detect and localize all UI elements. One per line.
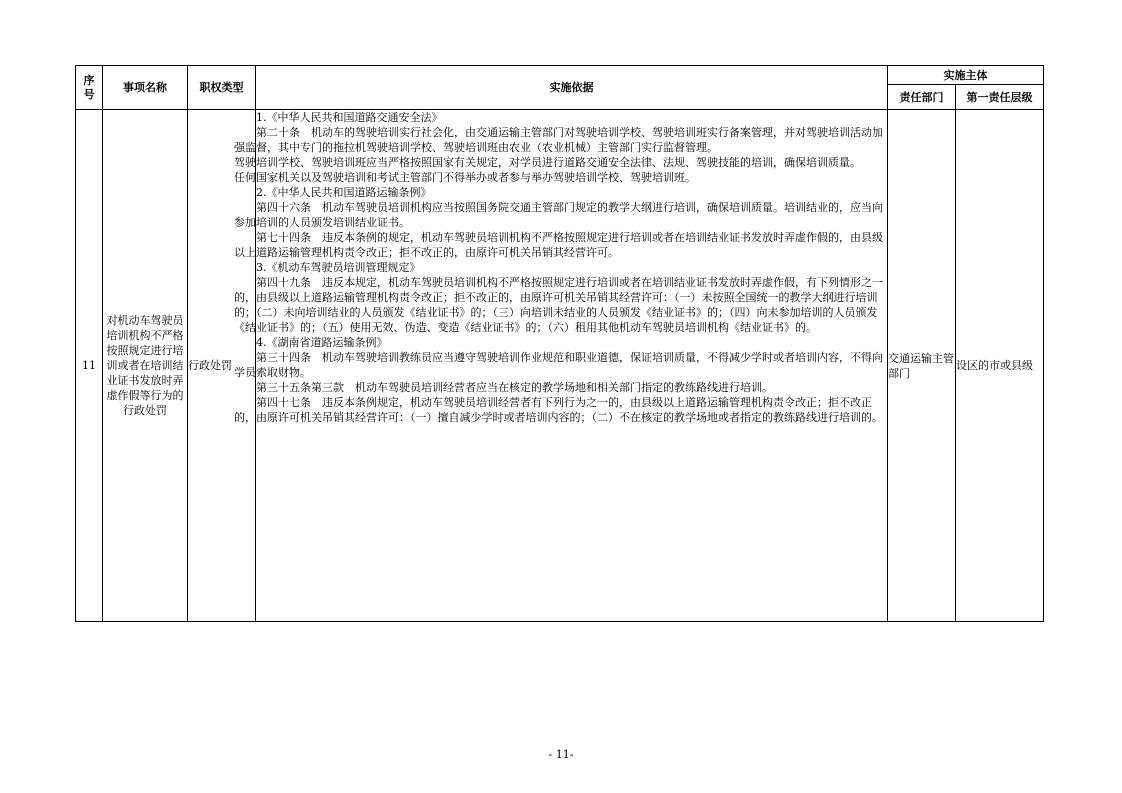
row-responsible-dept: 交通运输主管部门 xyxy=(888,110,956,622)
row-responsibility-level: 设区的市或县级 xyxy=(956,110,1044,622)
basis-line: 2.《中华人民共和国道路运输条例》 xyxy=(234,186,432,199)
basis-line: 第四十六条 机动车驾驶员培训机构应当按照国务院交通主管部门规定的教学大纲进行培训，确保培训质量。培训结业的，应当向参加培训的人员颁发培训结业证书。 xyxy=(234,201,883,229)
basis-line: 第七十四条 违反本条例的规定，机动车驾驶员培训机构不严格按照规定进行培训或者在培训结业证书发放时弄虚作假的，由县级以上道路运输管理机构责令改正；拒不改正的，由原许可机关吊销其经营许可。 xyxy=(234,231,883,259)
header-name: 事项名称 xyxy=(103,66,188,110)
header-seq xyxy=(76,66,103,110)
header-seq-text: 序号 xyxy=(83,73,95,101)
basis-line: 第三十五条第三款 机动车驾驶员培训经营者应当在核定的教学场地和相关部门指定的教练路线进行培训。 xyxy=(234,381,773,394)
authority-table xyxy=(75,65,1044,622)
row-basis xyxy=(234,110,888,622)
page-number: - 11- xyxy=(548,748,574,761)
header-type: 职权类型 xyxy=(188,66,256,110)
row-authority-type: 行政处罚 xyxy=(188,110,256,622)
basis-line: 第四十九条 违反本规定，机动车驾驶员培训机构不严格按照规定进行培训或者在培训结业证书发放时弄虚作假，有下列情形之一的，由县级以上道路运输管理机构责令改正；拒不改正的，由原许可机关吊销其经营许可：（一）未按照全国统一的教学大纲进行培训的；（二）未向培训结业的人员颁发《结业证书》的；（三）向培训未结业的人员颁发《结业证书》的；（四）向未参加培训的人员颁发《结业证书》的；（五）使用无效、伪造、变造《结业证书》的；（六）租用其他机动车驾驶员培训机构《结业证书》的。 xyxy=(234,276,883,334)
row-seq: 11 xyxy=(76,110,103,622)
basis-line: 第三十四条 机动车驾驶培训教练员应当遵守驾驶培训作业规范和职业道德，保证培训质量，不得减少学时或者培训内容，不得向学员索取财物。 xyxy=(234,351,883,379)
basis-line: 第二十条 机动车的驾驶培训实行社会化，由交通运输主管部门对驾驶培训学校、驾驶培训班实行备案管理，并对驾驶培训活动加强监督，其中专门的拖拉机驾驶培训学校、驾驶培训班由农业（农业机械）主管部门实行监督管理。 xyxy=(234,126,883,154)
header-subject: 实施主体 xyxy=(888,66,1044,85)
basis-line: 第四十七条 违反本条例规定，机动车驾驶员培训经营者有下列行为之一的，由县级以上道路运输管理机构责令改正；拒不改正的，由原许可机关吊销其经营许可：（一）擅自减少学时或者培训内容的；（二）不在核定的教学场地或者指定的教练路线进行培训的。 xyxy=(234,396,883,424)
header-dept: 责任部门 xyxy=(888,85,956,110)
basis-line: 3.《机动车驾驶员培训管理规定》 xyxy=(234,261,421,274)
basis-line: 4.《湖南省道路运输条例》 xyxy=(234,336,388,349)
header-level: 第一责任层级 xyxy=(956,85,1044,110)
basis-line: 1.《中华人民共和国道路交通安全法》 xyxy=(256,111,443,124)
header-basis: 实施依据 xyxy=(256,66,888,110)
row-item-name: 对机动车驾驶员培训机构不严格按照规定进行培训或者在培训结业证书发放时弄虚作假等行为的行政处罚 xyxy=(103,110,188,622)
basis-line: 驾驶培训学校、驾驶培训班应当严格按照国家有关规定，对学员进行道路交通安全法律、法规、驾驶技能的培训，确保培训质量。 xyxy=(234,156,861,169)
basis-line: 任何国家机关以及驾驶培训和考试主管部门不得举办或者参与举办驾驶培训学校、驾驶培训班。 xyxy=(234,171,696,184)
table-row xyxy=(76,110,1044,622)
